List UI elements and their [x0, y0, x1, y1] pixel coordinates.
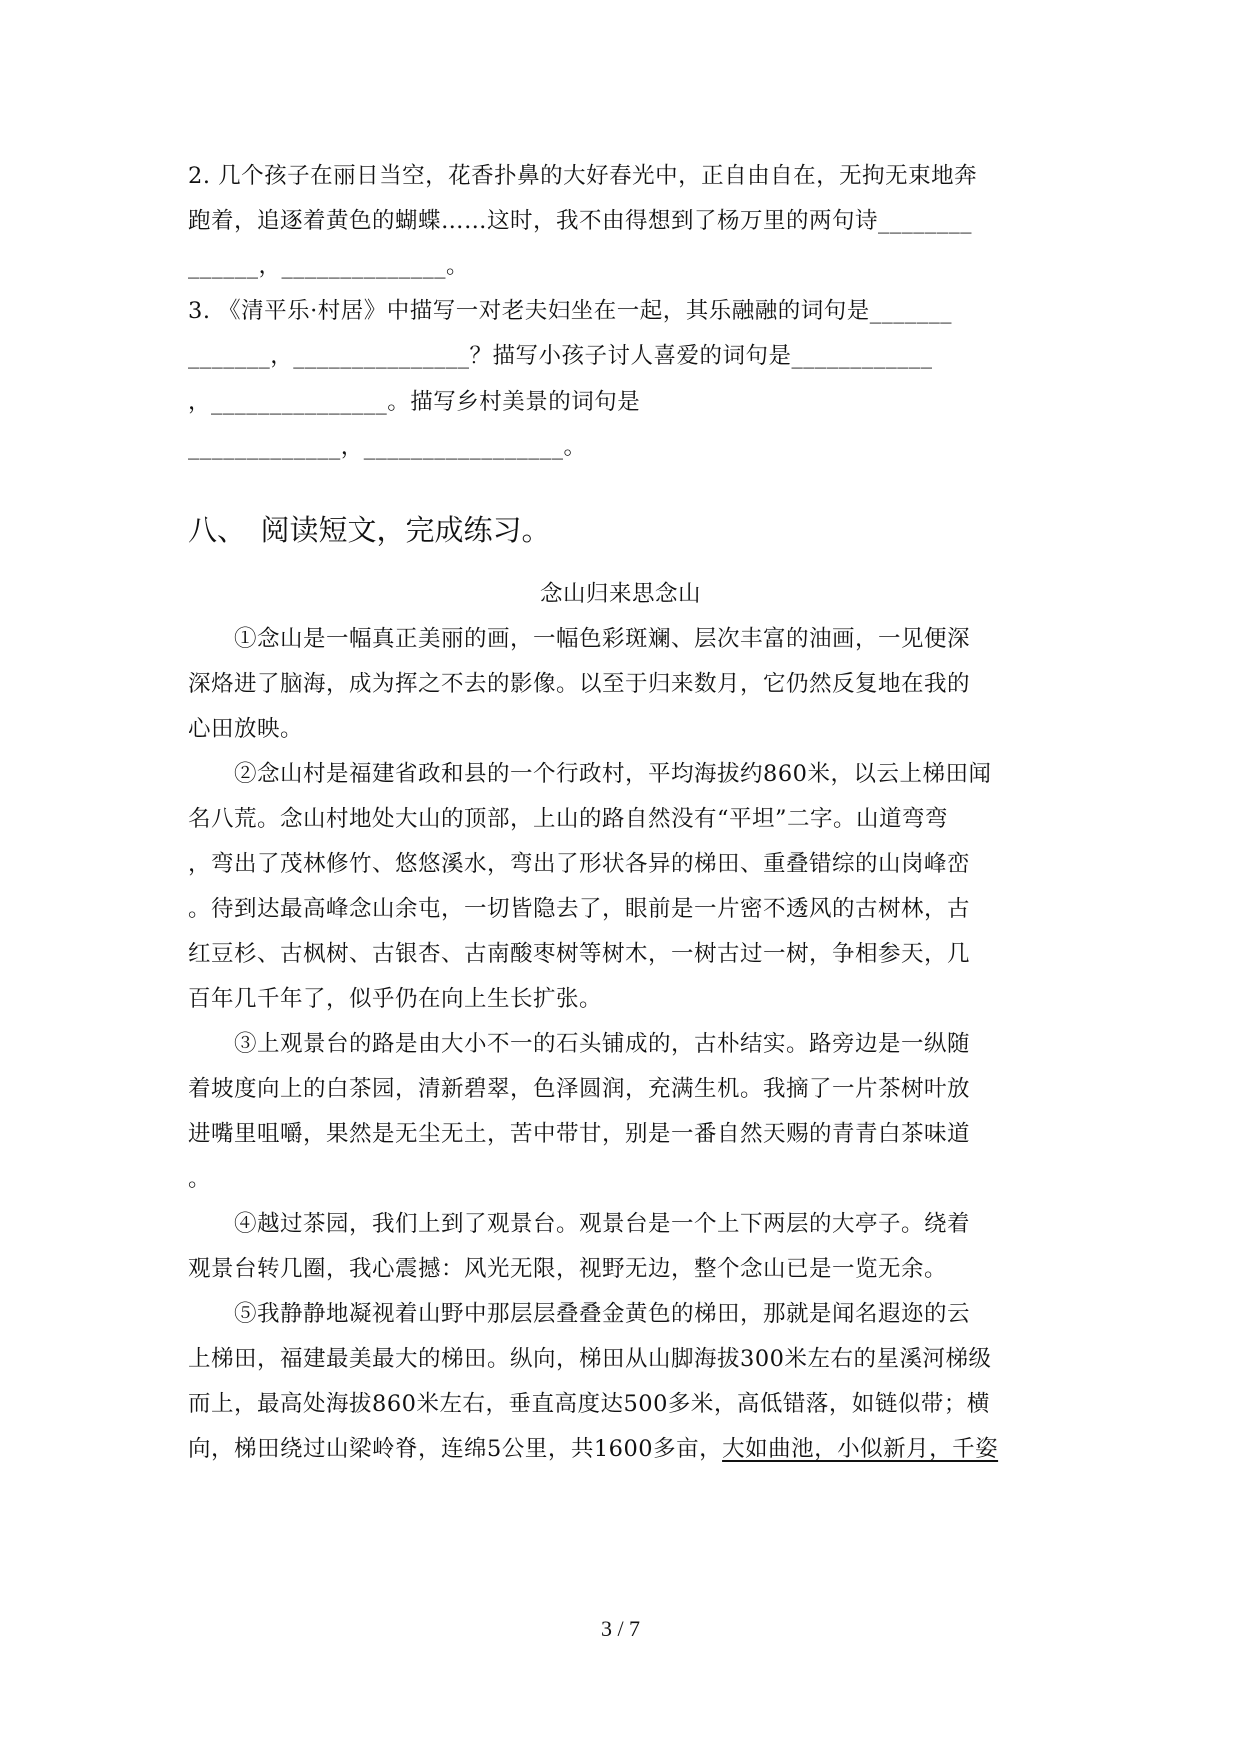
page-number: 3 / 7: [600, 1616, 641, 1641]
paragraph-2-line: 百年几千年了，似乎仍在向上生长扩张。: [188, 986, 603, 1012]
section-heading: 八、 阅读短文，完成练习。: [188, 513, 551, 547]
paragraph-1-line: 深烙进了脑海，成为挥之不去的影像。以至于归来数月，它仍然反复地在我的: [188, 671, 971, 697]
underlined-phrase: 大如曲池，小似新月，千姿: [722, 1436, 999, 1462]
question-3-line-4: _____________，_________________。: [188, 434, 587, 460]
paragraph-5-line: 上梯田，福建最美最大的梯田。纵向，梯田从山脚海拔300米左右的星溪河梯级: [188, 1346, 992, 1372]
paragraph-5-line: ⑤我静静地凝视着山野中那层层叠叠金黄色的梯田，那就是闻名遐迩的云: [188, 1301, 971, 1327]
question-3-line-3: ，_______________。描写乡村美景的词句是: [188, 389, 641, 415]
article-title: 念山归来思念山: [539, 581, 701, 607]
paragraph-5-line: 而上，最高处海拔860米左右，垂直高度达500多米，高低错落，如链似带；横: [188, 1391, 990, 1417]
paragraph-3-line: 。: [188, 1166, 212, 1192]
question-2-line-2: 跑着，追逐着黄色的蝴蝶……这时，我不由得想到了杨万里的两句诗________: [188, 208, 973, 234]
paragraph-1-line: ①念山是一幅真正美丽的画，一幅色彩斑斓、层次丰富的油画，一见便深: [188, 626, 971, 652]
paragraph-4-line: ④越过茶园，我们上到了观景台。观景台是一个上下两层的大亭子。绕着: [188, 1211, 971, 1237]
question-3-line-2: _______，_______________？描写小孩子讨人喜爱的词句是____________: [188, 343, 933, 369]
paragraph-5-plain-text: 向，梯田绕过山梁岭脊，连绵5公里，共1600多亩，: [188, 1436, 723, 1462]
paragraph-1-line: 心田放映。: [188, 716, 304, 742]
question-3-line-1: 3. 《清平乐·村居》中描写一对老夫妇坐在一起，其乐融融的词句是_______: [188, 298, 953, 324]
paragraph-3-line: 着坡度向上的白茶园，清新碧翠，色泽圆润，充满生机。我摘了一片茶树叶放: [188, 1076, 971, 1102]
question-2-line-1: 2. 几个孩子在丽日当空，花香扑鼻的大好春光中，正自由自在，无拘无束地奔: [188, 163, 978, 189]
paragraph-2-line: 名八荒。念山村地处大山的顶部，上山的路自然没有“平坦”二字。山道弯弯: [188, 806, 949, 832]
paragraph-3-line: 进嘴里咀嚼，果然是无尘无土，苦中带甘，别是一番自然天赐的青青白茶味道: [188, 1121, 971, 1147]
question-2-line-3: ______，______________。: [188, 253, 470, 279]
paragraph-2-line: 红豆杉、古枫树、古银杏、古南酸枣树等树木，一树古过一树，争相参天，几: [188, 941, 971, 967]
paragraph-2-line: ，弯出了茂林修竹、悠悠溪水，弯出了形状各异的梯田、重叠错综的山岗峰峦: [188, 851, 971, 877]
paragraph-3-line: ③上观景台的路是由大小不一的石头铺成的，古朴结实。路旁边是一纵随: [188, 1031, 971, 1057]
paragraph-4-line: 观景台转几圈，我心震撼：风光无限，视野无边，整个念山已是一览无余。: [188, 1256, 948, 1282]
paragraph-2-line: 。待到达最高峰念山余屯，一切皆隐去了，眼前是一片密不透风的古树林，古: [188, 896, 971, 922]
paragraph-2-line: ②念山村是福建省政和县的一个行政村，平均海拔约860米，以云上梯田闻: [188, 761, 992, 787]
paragraph-5-last-line: [188, 1433, 998, 1465]
